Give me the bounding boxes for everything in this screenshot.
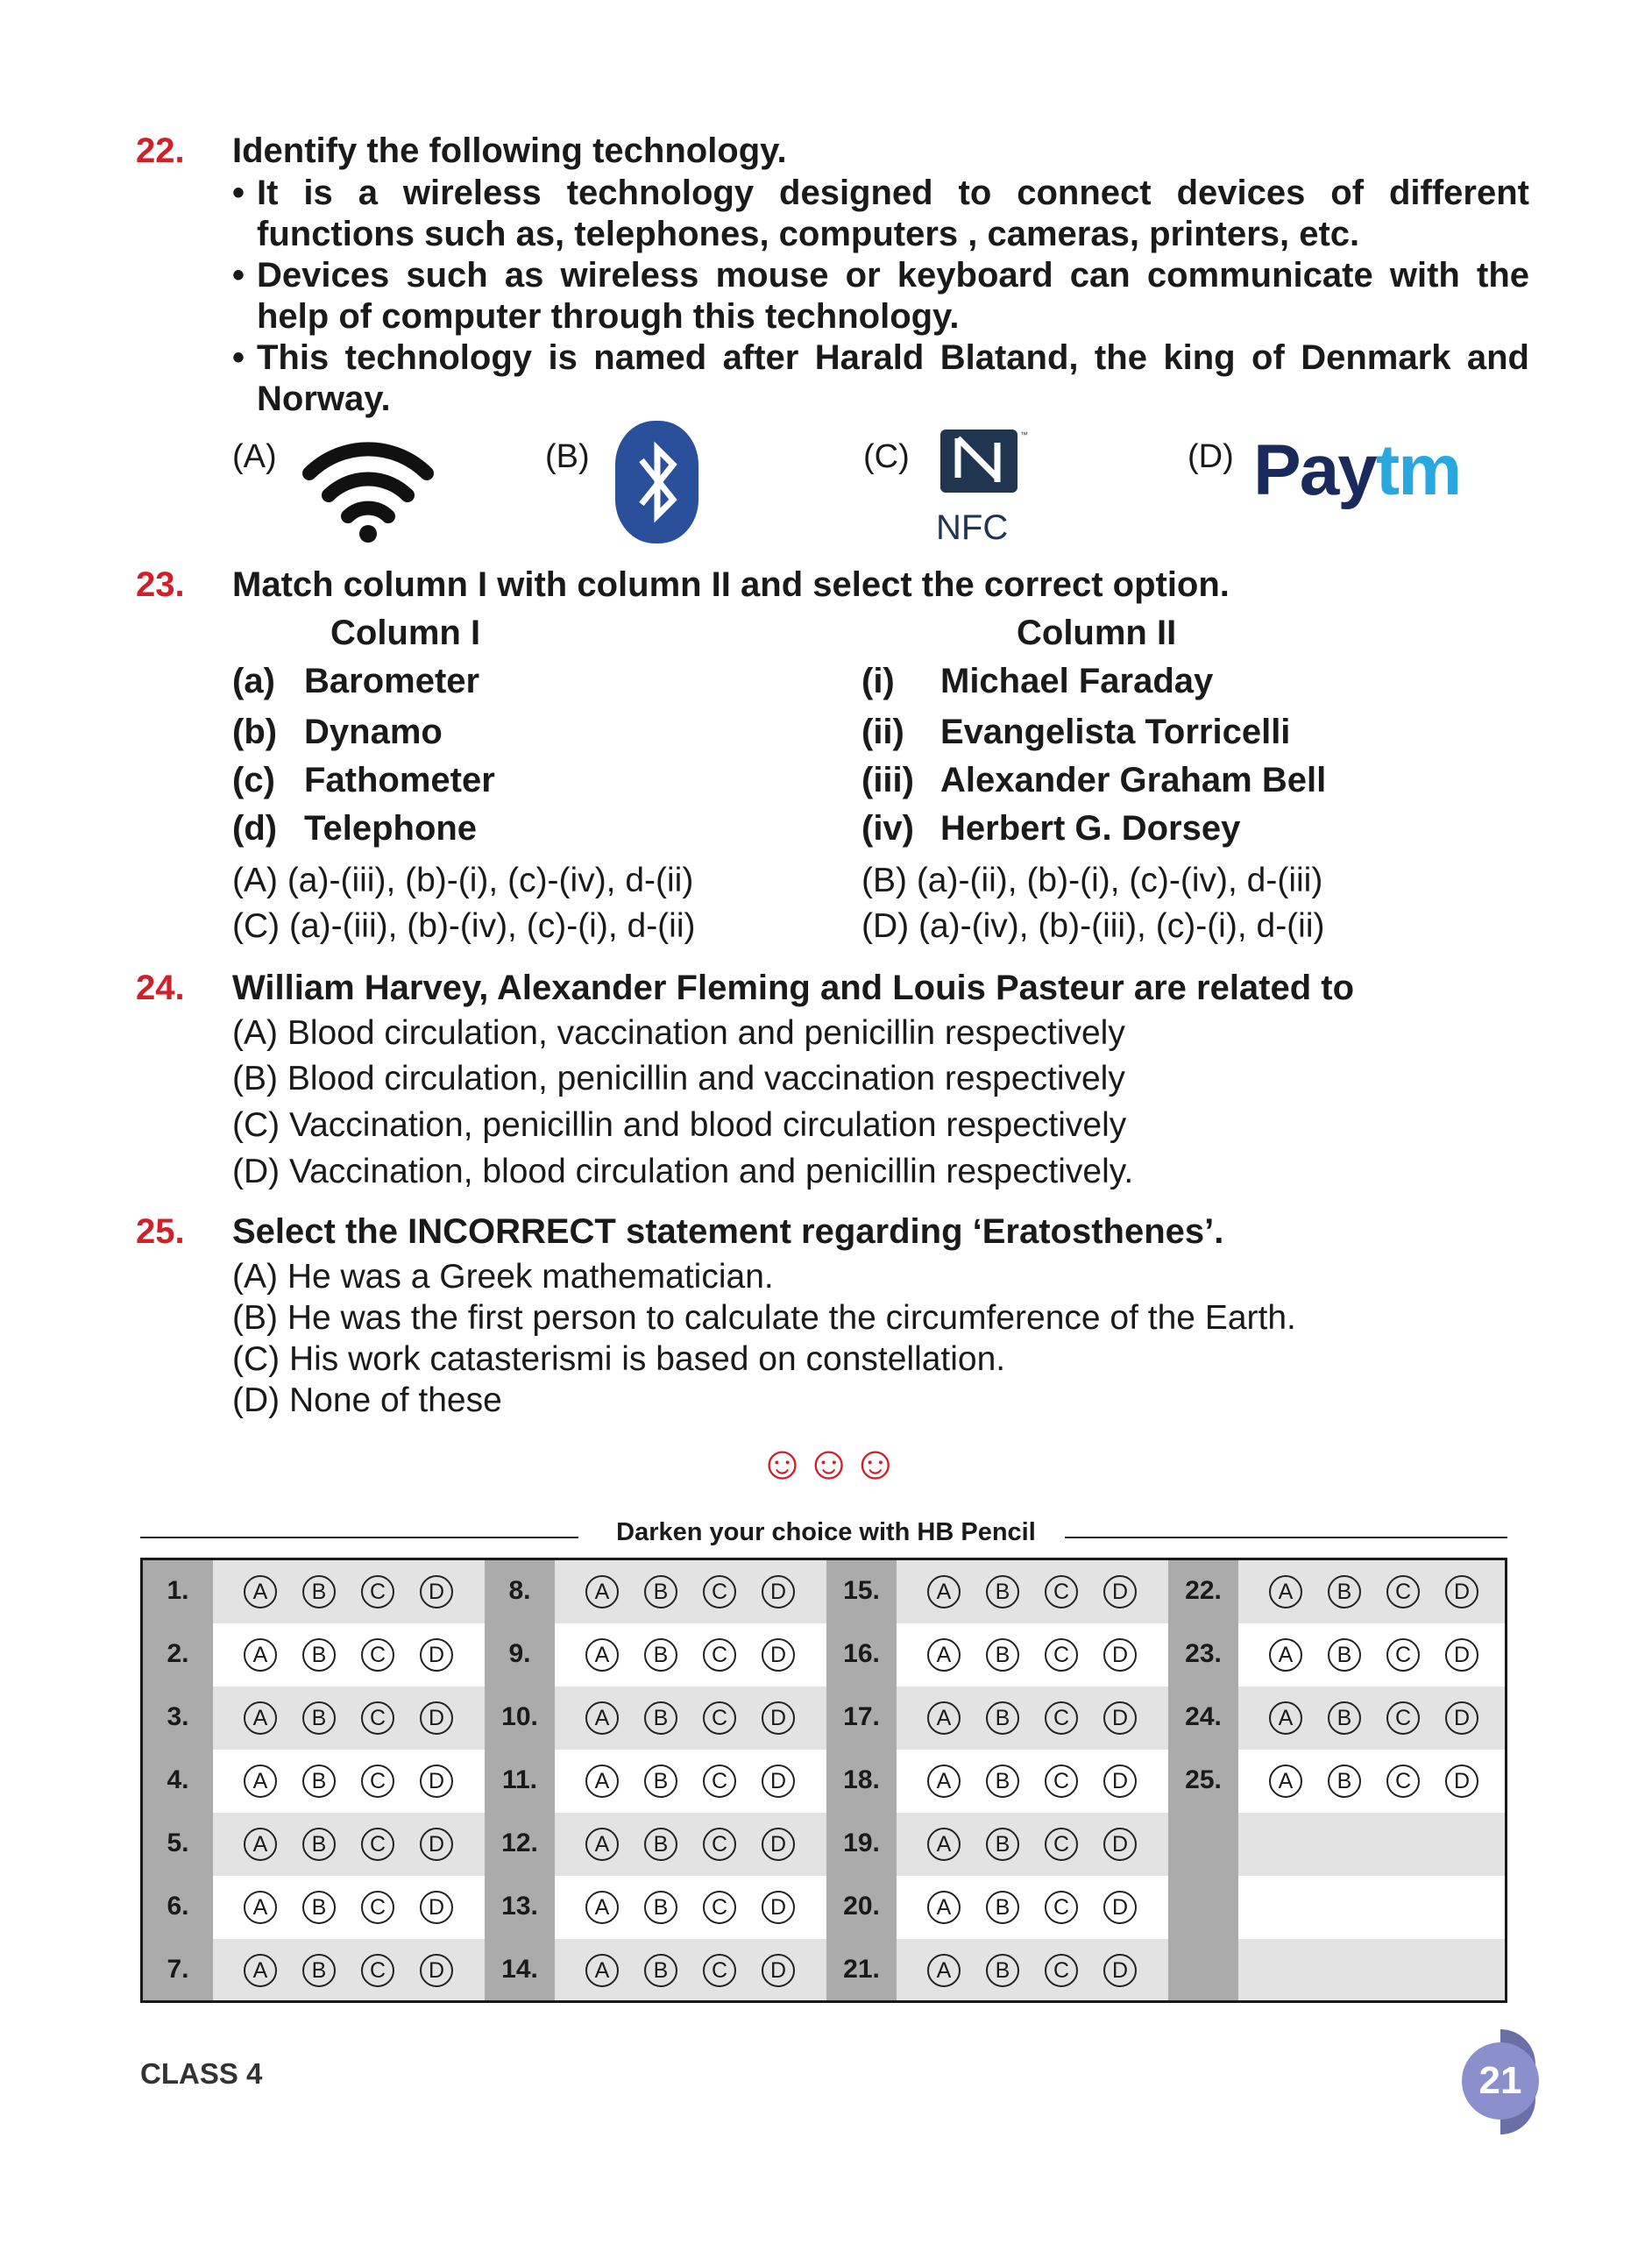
answer-bubble-b[interactable]: B bbox=[1328, 1765, 1361, 1798]
class-label: CLASS 4 bbox=[140, 2057, 263, 2090]
answer-bubble-b[interactable]: B bbox=[986, 1701, 1019, 1735]
bullet-2: • Devices such as wireless mouse or keyboard can communicate with the help of computer through this technology. bbox=[232, 256, 1529, 336]
question-number: 24. bbox=[136, 969, 185, 1007]
answer-bubble-b[interactable]: B bbox=[1328, 1638, 1361, 1672]
answer-bubble-c[interactable]: C bbox=[703, 1701, 736, 1735]
answer-bubble-a[interactable]: A bbox=[927, 1575, 961, 1608]
answer-bubble-a[interactable]: A bbox=[244, 1765, 277, 1798]
answer-question-number: 4. bbox=[167, 1765, 189, 1794]
answer-bubble-b[interactable]: B bbox=[302, 1701, 336, 1735]
answer-bubble-c[interactable]: C bbox=[1386, 1638, 1420, 1672]
answer-bubble-c[interactable]: C bbox=[703, 1954, 736, 1987]
answer-bubble-a[interactable]: A bbox=[585, 1638, 619, 1672]
answer-bubble-d[interactable]: D bbox=[1445, 1701, 1478, 1735]
answer-bubble-a[interactable]: A bbox=[585, 1765, 619, 1798]
grid-row-bg bbox=[143, 1876, 1507, 1939]
question-title: William Harvey, Alexander Fleming and Louis Pasteur are related to bbox=[232, 969, 1355, 1007]
q24-option-b[interactable]: (B) Blood circulation, penicillin and vaccination respectively bbox=[232, 1060, 1125, 1097]
answer-bubble-d[interactable]: D bbox=[420, 1828, 453, 1861]
answer-sheet-instruction: Darken your choice with HB Pencil bbox=[616, 1518, 1036, 1546]
q23-option-a[interactable]: (A) (a)-(iii), (b)-(i), (c)-(iv), d-(ii) bbox=[232, 862, 694, 899]
answer-bubble-a[interactable]: A bbox=[927, 1891, 961, 1924]
answer-bubble-d[interactable]: D bbox=[1445, 1638, 1478, 1672]
answer-bubble-a[interactable]: A bbox=[1269, 1638, 1302, 1672]
answer-bubble-c[interactable]: C bbox=[1045, 1638, 1078, 1672]
answer-bubble-c[interactable]: C bbox=[1386, 1701, 1420, 1735]
answer-bubble-c[interactable]: C bbox=[1045, 1828, 1078, 1861]
answer-bubble-b[interactable]: B bbox=[986, 1954, 1019, 1987]
answer-question-number: 10. bbox=[501, 1702, 538, 1731]
answer-bubble-c[interactable]: C bbox=[1386, 1575, 1420, 1608]
q24-option-d[interactable]: (D) Vaccination, blood circulation and penicillin respectively. bbox=[232, 1153, 1134, 1190]
answer-bubble-b[interactable]: B bbox=[644, 1891, 677, 1924]
answer-bubble-d[interactable]: D bbox=[420, 1891, 453, 1924]
answer-question-number: 18. bbox=[843, 1765, 880, 1794]
answer-question-number: 13. bbox=[501, 1892, 538, 1921]
question-number: 25. bbox=[136, 1212, 185, 1251]
answer-bubble-a[interactable]: A bbox=[585, 1828, 619, 1861]
option-label: (C) bbox=[863, 438, 910, 475]
answer-bubble-c[interactable]: C bbox=[361, 1828, 394, 1861]
answer-question-number: 24. bbox=[1185, 1702, 1222, 1731]
answer-bubble-a[interactable]: A bbox=[585, 1954, 619, 1987]
answer-question-number: 8. bbox=[508, 1576, 531, 1605]
answer-bubble-a[interactable]: A bbox=[585, 1891, 619, 1924]
answer-bubble-d[interactable]: D bbox=[762, 1701, 795, 1735]
answer-sheet-grid bbox=[140, 1558, 1507, 2003]
question-title: Match column I with column II and select the correct option. bbox=[232, 565, 1230, 604]
answer-bubble-d[interactable]: D bbox=[762, 1828, 795, 1861]
answer-bubble-d[interactable]: D bbox=[762, 1954, 795, 1987]
answer-question-number: 2. bbox=[167, 1639, 189, 1668]
answer-bubble-c[interactable]: C bbox=[703, 1828, 736, 1861]
answer-bubble-a[interactable]: A bbox=[244, 1891, 277, 1924]
match-row: (d) Telephone (iv) Herbert G. Dorsey bbox=[232, 809, 1241, 848]
answer-question-number: 19. bbox=[843, 1829, 880, 1857]
grid-row-bg bbox=[143, 1560, 1507, 1623]
answer-bubble-a[interactable]: A bbox=[585, 1575, 619, 1608]
answer-bubble-b[interactable]: B bbox=[302, 1954, 336, 1987]
q23-option-b[interactable]: (B) (a)-(ii), (b)-(i), (c)-(iv), d-(iii) bbox=[861, 862, 1323, 899]
answer-question-number: 16. bbox=[843, 1639, 880, 1668]
answer-bubble-c[interactable]: C bbox=[1045, 1954, 1078, 1987]
svg-text:™: ™ bbox=[1020, 430, 1028, 439]
answer-bubble-b[interactable]: B bbox=[644, 1954, 677, 1987]
grid-row-bg bbox=[143, 1939, 1507, 2002]
answer-bubble-b[interactable]: B bbox=[644, 1638, 677, 1672]
answer-question-number: 3. bbox=[167, 1702, 189, 1731]
answer-bubble-a[interactable]: A bbox=[244, 1638, 277, 1672]
answer-bubble-c[interactable]: C bbox=[703, 1575, 736, 1608]
answer-bubble-a[interactable]: A bbox=[244, 1575, 277, 1608]
q24-option-a[interactable]: (A) Blood circulation, vaccination and penicillin respectively bbox=[232, 1014, 1125, 1052]
q25-option-d[interactable]: (D) None of these bbox=[232, 1381, 502, 1419]
answer-bubble-a[interactable]: A bbox=[927, 1701, 961, 1735]
answer-bubble-d[interactable]: D bbox=[762, 1638, 795, 1672]
answer-bubble-b[interactable]: B bbox=[986, 1575, 1019, 1608]
bluetooth-icon bbox=[615, 421, 698, 543]
option-label: (B) bbox=[545, 438, 590, 475]
question-title: Identify the following technology. bbox=[232, 131, 787, 170]
answer-bubble-b[interactable]: B bbox=[302, 1828, 336, 1861]
answer-bubble-a[interactable]: A bbox=[1269, 1765, 1302, 1798]
answer-bubble-d[interactable]: D bbox=[1103, 1701, 1137, 1735]
answer-question-number: 23. bbox=[1185, 1639, 1222, 1668]
answer-question-number: 11. bbox=[501, 1765, 538, 1794]
q22-option-a[interactable] bbox=[232, 438, 277, 476]
answer-bubble-a[interactable]: A bbox=[244, 1828, 277, 1861]
q22-option-d[interactable] bbox=[1188, 438, 1234, 476]
answer-bubble-c[interactable]: C bbox=[361, 1701, 394, 1735]
question-number: 22. bbox=[136, 131, 185, 170]
answer-bubble-a[interactable]: A bbox=[927, 1828, 961, 1861]
q23-option-c[interactable]: (C) (a)-(iii), (b)-(iv), (c)-(i), d-(ii) bbox=[232, 907, 696, 945]
answer-bubble-d[interactable]: D bbox=[762, 1891, 795, 1924]
answer-question-number: 17. bbox=[843, 1702, 880, 1731]
answer-bubble-d[interactable]: D bbox=[1445, 1765, 1478, 1798]
answer-question-number: 20. bbox=[843, 1892, 880, 1921]
answer-question-number: 14. bbox=[501, 1955, 538, 1984]
grid-row-bg bbox=[143, 1750, 1507, 1813]
answer-bubble-a[interactable]: A bbox=[927, 1954, 961, 1987]
q22-option-b[interactable] bbox=[545, 438, 590, 476]
answer-bubble-b[interactable]: B bbox=[302, 1891, 336, 1924]
answer-bubble-c[interactable]: C bbox=[361, 1891, 394, 1924]
page-number: 21 bbox=[1462, 2042, 1539, 2120]
answer-bubble-c[interactable]: C bbox=[1045, 1891, 1078, 1924]
column-1-heading: Column I bbox=[330, 614, 481, 652]
answer-bubble-d[interactable]: D bbox=[1103, 1575, 1137, 1608]
answer-question-number: 12. bbox=[501, 1829, 538, 1857]
wifi-icon bbox=[302, 434, 434, 543]
q24-option-c[interactable]: (C) Vaccination, penicillin and blood circulation respectively bbox=[232, 1106, 1127, 1144]
answer-bubble-c[interactable]: C bbox=[1386, 1765, 1420, 1798]
paytm-logo: Paytm bbox=[1253, 430, 1461, 510]
column-2-heading: Column II bbox=[1017, 614, 1177, 652]
smiley-icons: ☺☺☺ bbox=[758, 1437, 898, 1489]
answer-bubble-b[interactable]: B bbox=[302, 1765, 336, 1798]
q22-option-c[interactable] bbox=[863, 438, 910, 476]
answer-bubble-c[interactable]: C bbox=[1045, 1575, 1078, 1608]
answer-bubble-b[interactable]: B bbox=[644, 1575, 677, 1608]
answer-question-number: 21. bbox=[843, 1955, 880, 1984]
grid-row-bg bbox=[143, 1687, 1507, 1750]
answer-bubble-b[interactable]: B bbox=[644, 1701, 677, 1735]
question-24 bbox=[136, 969, 1521, 1197]
answer-bubble-a[interactable]: A bbox=[244, 1954, 277, 1987]
answer-bubble-b[interactable]: B bbox=[644, 1765, 677, 1798]
answer-bubble-c[interactable]: C bbox=[361, 1575, 394, 1608]
answer-bubble-d[interactable]: D bbox=[1103, 1638, 1137, 1672]
question-25 bbox=[136, 1212, 1521, 1431]
q25-option-c[interactable]: (C) His work catasterismi is based on constellation. bbox=[232, 1340, 1006, 1378]
answer-bubble-b[interactable]: B bbox=[1328, 1701, 1361, 1735]
answer-bubble-b[interactable]: B bbox=[1328, 1575, 1361, 1608]
answer-bubble-a[interactable]: A bbox=[244, 1701, 277, 1735]
answer-bubble-b[interactable]: B bbox=[986, 1891, 1019, 1924]
q25-option-a[interactable]: (A) He was a Greek mathematician. bbox=[232, 1258, 774, 1296]
answer-bubble-a[interactable]: A bbox=[1269, 1575, 1302, 1608]
answer-bubble-c[interactable]: C bbox=[361, 1638, 394, 1672]
answer-bubble-b[interactable]: B bbox=[302, 1575, 336, 1608]
answer-bubble-b[interactable]: B bbox=[986, 1828, 1019, 1861]
answer-bubble-c[interactable]: C bbox=[1045, 1765, 1078, 1798]
answer-question-number: 5. bbox=[167, 1829, 189, 1857]
answer-question-number: 1. bbox=[167, 1576, 189, 1605]
answer-bubble-a[interactable]: A bbox=[927, 1638, 961, 1672]
question-title: Select the INCORRECT statement regarding ‘Eratosthenes’. bbox=[232, 1212, 1224, 1251]
answer-bubble-b[interactable]: B bbox=[302, 1638, 336, 1672]
answer-bubble-d[interactable]: D bbox=[1103, 1891, 1137, 1924]
nfc-caption: NFC bbox=[936, 508, 1009, 547]
answer-question-number: 6. bbox=[167, 1892, 189, 1921]
answer-bubble-d[interactable]: D bbox=[420, 1765, 453, 1798]
answer-bubble-c[interactable]: C bbox=[703, 1638, 736, 1672]
q23-option-d[interactable]: (D) (a)-(iv), (b)-(iii), (c)-(i), d-(ii) bbox=[861, 907, 1325, 945]
grid-row-bg bbox=[143, 1813, 1507, 1876]
answer-bubble-c[interactable]: C bbox=[703, 1891, 736, 1924]
answer-bubble-d[interactable]: D bbox=[762, 1765, 795, 1798]
question-23 bbox=[136, 565, 1521, 960]
answer-bubble-a[interactable]: A bbox=[585, 1701, 619, 1735]
answer-bubble-a[interactable]: A bbox=[927, 1765, 961, 1798]
bullet-1: • It is a wireless technology designed to connect devices of different functions such as, telephones, computers , cameras, printers, etc. bbox=[232, 174, 1529, 253]
q25-option-b[interactable]: (B) He was the first person to calculate the circumference of the Earth. bbox=[232, 1299, 1296, 1337]
answer-question-number: 9. bbox=[508, 1639, 531, 1668]
question-number: 23. bbox=[136, 565, 185, 604]
answer-bubble-b[interactable]: B bbox=[986, 1638, 1019, 1672]
answer-bubble-d[interactable]: D bbox=[420, 1954, 453, 1987]
answer-bubble-d[interactable]: D bbox=[762, 1575, 795, 1608]
match-row: (b) Dynamo (ii) Evangelista Torricelli bbox=[232, 713, 1291, 751]
answer-question-number: 7. bbox=[167, 1955, 189, 1984]
answer-bubble-d[interactable]: D bbox=[1103, 1828, 1137, 1861]
answer-bubble-c[interactable]: C bbox=[361, 1765, 394, 1798]
answer-bubble-d[interactable]: D bbox=[420, 1701, 453, 1735]
bullet-3: • This technology is named after Harald Blatand, the king of Denmark and Norway. bbox=[232, 338, 1529, 418]
answer-bubble-d[interactable]: D bbox=[1103, 1954, 1137, 1987]
answer-bubble-d[interactable]: D bbox=[1103, 1765, 1137, 1798]
answer-bubble-b[interactable]: B bbox=[986, 1765, 1019, 1798]
nfc-icon bbox=[936, 425, 1032, 495]
grid-row-bg bbox=[143, 1623, 1507, 1687]
match-row: (c) Fathometer (iii) Alexander Graham Bell bbox=[232, 761, 1327, 799]
option-label: (D) bbox=[1188, 438, 1234, 475]
match-row: (a) Barometer (i) Michael Faraday bbox=[232, 662, 1214, 700]
answer-bubble-b[interactable]: B bbox=[644, 1828, 677, 1861]
answer-bubble-d[interactable]: D bbox=[420, 1638, 453, 1672]
answer-bubble-c[interactable]: C bbox=[1045, 1701, 1078, 1735]
answer-bubble-d[interactable]: D bbox=[1445, 1575, 1478, 1608]
answer-question-number: 25. bbox=[1185, 1765, 1222, 1794]
option-label: (A) bbox=[232, 438, 277, 475]
answer-bubble-d[interactable]: D bbox=[420, 1575, 453, 1608]
answer-bubble-c[interactable]: C bbox=[361, 1954, 394, 1987]
answer-question-number: 22. bbox=[1185, 1576, 1222, 1605]
answer-bubble-c[interactable]: C bbox=[703, 1765, 736, 1798]
answer-bubble-a[interactable]: A bbox=[1269, 1701, 1302, 1735]
answer-question-number: 15. bbox=[843, 1576, 880, 1605]
